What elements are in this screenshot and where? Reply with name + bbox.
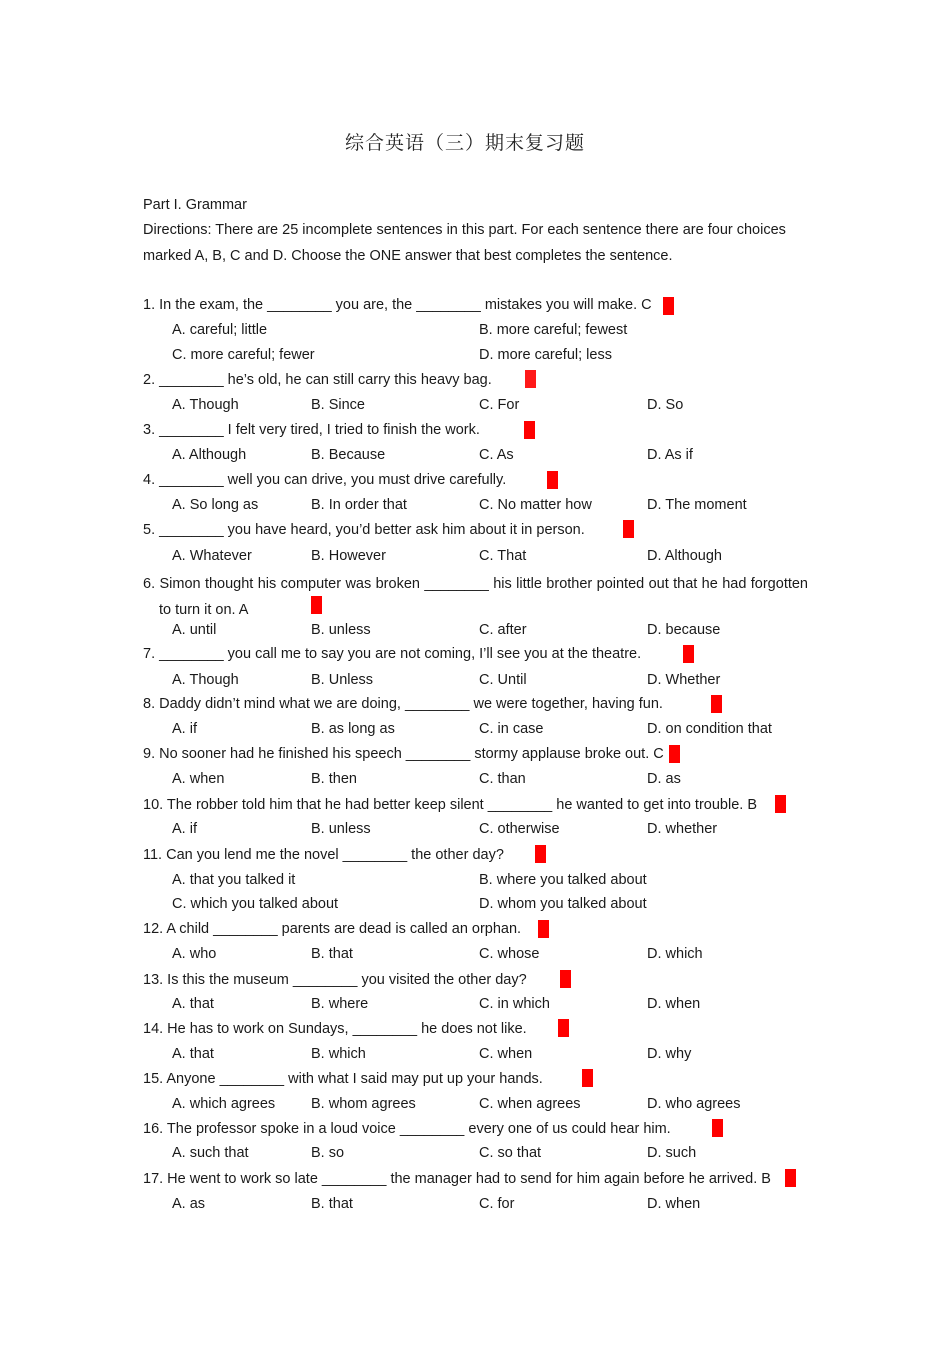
option-c: C. No matter how (479, 497, 592, 513)
option-d: D. because (647, 622, 721, 638)
option-b: B. that (311, 946, 353, 962)
directions: Directions: There are 25 incomplete sentences in this part. For each sentence there are four choices marked A, B, C and D. Choose the ONE answer that best completes the sentence. (143, 222, 786, 264)
option-b: B. Because (311, 447, 386, 463)
option-a: A. careful; little (172, 322, 268, 338)
answer-highlight (538, 920, 549, 938)
part-heading: Part I. Grammar (143, 197, 247, 213)
option-b: B. whom agrees (311, 1096, 416, 1112)
option-b: B. which (311, 1046, 366, 1062)
option-b: B. so (311, 1145, 345, 1161)
option-c: C. when agrees (479, 1096, 581, 1112)
answer-highlight (775, 795, 786, 813)
option-a: A. which agrees (172, 1096, 276, 1112)
option-b: B. more careful; fewest (479, 322, 628, 338)
option-d: D. The moment (647, 497, 747, 513)
question-stem: 14. He has to work on Sundays, ________ he does not like. (143, 1021, 527, 1037)
page-title: 综合英语（三）期末复习题 (344, 132, 585, 154)
option-a: A. who (172, 946, 217, 962)
option-b: B. that (311, 1196, 353, 1212)
question-stem: 6. Simon thought his computer was broken ________ his little brother pointed out that he had forgotten to turn it on. A (143, 576, 808, 618)
option-c: C. when (479, 1046, 533, 1062)
option-c: C. so that (479, 1145, 542, 1161)
question-stem: 13. Is this the museum ________ you visited the other day? (143, 972, 527, 988)
question-stem: 11. Can you lend me the novel ________ the other day? (143, 847, 504, 863)
option-d: D. whom you talked about (479, 896, 647, 912)
option-c: C. than (479, 771, 526, 787)
option-d: D. As if (647, 447, 693, 463)
option-a: A. if (172, 721, 197, 737)
answer-highlight (623, 520, 634, 538)
question-stem: 10. The robber told him that he had better keep silent ________ he wanted to get into trouble. B (143, 797, 757, 813)
option-d: D. Although (647, 548, 722, 564)
option-d: D. whether (647, 821, 718, 837)
option-a: A. if (172, 821, 197, 837)
option-a: A. until (172, 622, 217, 638)
option-c: C. for (479, 1196, 515, 1212)
question-stem: 16. The professor spoke in a loud voice ________ every one of us could hear him. (143, 1121, 671, 1137)
option-b: B. as long as (311, 721, 395, 737)
question-stem: 15. Anyone ________ with what I said may put up your hands. (143, 1071, 543, 1087)
option-c: C. whose (479, 946, 540, 962)
answer-highlight (663, 297, 674, 315)
option-c: C. Until (479, 672, 527, 688)
option-b: B. However (311, 548, 386, 564)
option-a: A. Although (172, 447, 247, 463)
answer-highlight (669, 745, 680, 763)
answer-highlight (558, 1019, 569, 1037)
answer-highlight (547, 471, 558, 489)
option-a: A. that (172, 996, 214, 1012)
option-c: C. That (479, 548, 527, 564)
option-d: D. as (647, 771, 681, 787)
option-a: A. Though (172, 397, 239, 413)
answer-highlight (683, 645, 694, 663)
option-b: B. In order that (311, 497, 407, 513)
question-stem: 2. ________ he’s old, he can still carry this heavy bag. (143, 372, 492, 388)
answer-highlight (785, 1169, 796, 1187)
question-stem: 3. ________ I felt very tired, I tried to finish the work. (143, 422, 480, 438)
option-b: B. where you talked about (479, 872, 647, 888)
question-stem: 5. ________ you have heard, you’d better ask him about it in person. (143, 522, 585, 538)
question-stem: 1. In the exam, the ________ you are, the ________ mistakes you will make. C (143, 297, 652, 313)
question-stem: 7. ________ you call me to say you are not coming, I’ll see you at the theatre. (143, 646, 642, 662)
option-d: D. on condition that (647, 721, 772, 737)
option-d: D. why (647, 1046, 692, 1062)
option-c: C. For (479, 397, 520, 413)
option-d: D. when (647, 996, 701, 1012)
answer-highlight (711, 695, 722, 713)
answer-highlight (560, 970, 571, 988)
answer-highlight (525, 370, 536, 388)
option-a: A. as (172, 1196, 206, 1212)
answer-highlight (712, 1119, 723, 1137)
option-b: B. then (311, 771, 357, 787)
option-a: A. that (172, 1046, 214, 1062)
option-d: D. who agrees (647, 1096, 741, 1112)
option-d: D. which (647, 946, 703, 962)
option-c: C. more careful; fewer (172, 347, 315, 363)
option-c: C. As (479, 447, 514, 463)
option-d: D. when (647, 1196, 701, 1212)
option-c: C. in case (479, 721, 544, 737)
option-b: B. where (311, 996, 369, 1012)
option-d: D. Whether (647, 672, 721, 688)
option-b: B. Since (311, 397, 365, 413)
answer-highlight (535, 845, 546, 863)
option-b: B. Unless (311, 672, 374, 688)
question-stem: 8. Daddy didn’t mind what we are doing, ________ we were together, having fun. (143, 696, 663, 712)
question-stem: 4. ________ well you can drive, you must drive carefully. (143, 472, 507, 488)
option-c: C. in which (479, 996, 550, 1012)
question-stem: 17. He went to work so late ________ the manager had to send for him again before he arrived. B (143, 1171, 771, 1187)
option-d: D. more careful; less (479, 347, 612, 363)
option-c: C. after (479, 622, 527, 638)
option-a: A. such that (172, 1145, 249, 1161)
option-b: B. unless (311, 622, 371, 638)
option-a: A. when (172, 771, 225, 787)
option-d: D. such (647, 1145, 697, 1161)
option-c: C. otherwise (479, 821, 560, 837)
option-a: A. Whatever (172, 548, 252, 564)
option-a: A. that you talked it (172, 872, 296, 888)
answer-highlight (524, 421, 535, 439)
answer-highlight (582, 1069, 593, 1087)
option-a: A. So long as (172, 497, 259, 513)
option-d: D. So (647, 397, 684, 413)
option-a: A. Though (172, 672, 239, 688)
option-b: B. unless (311, 821, 371, 837)
option-c: C. which you talked about (172, 896, 339, 912)
question-stem: 12. A child ________ parents are dead is called an orphan. (143, 921, 522, 937)
question-stem: 9. No sooner had he finished his speech ________ stormy applause broke out. C (143, 746, 664, 762)
